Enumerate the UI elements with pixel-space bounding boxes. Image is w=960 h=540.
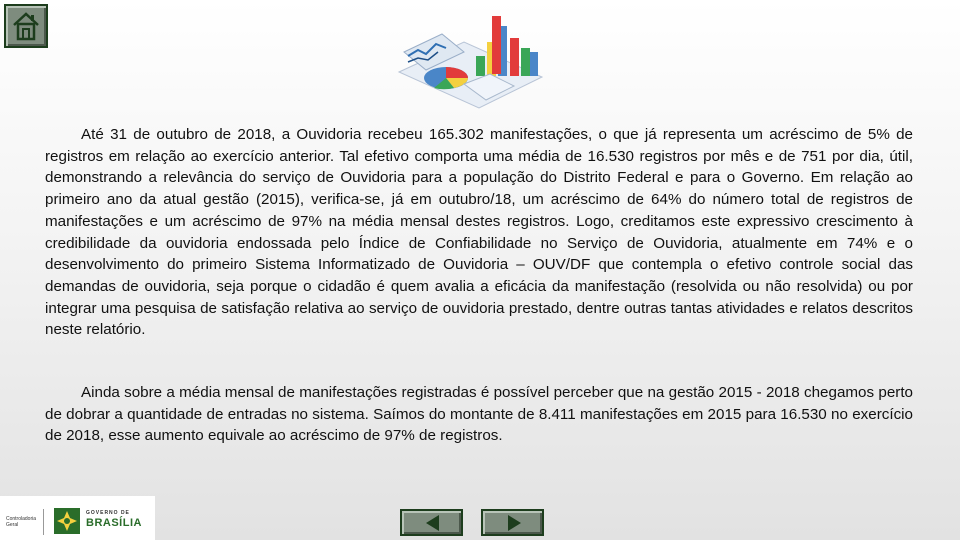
controladoria-sublabel: Geral (6, 522, 19, 528)
previous-slide-button[interactable] (400, 509, 463, 536)
triangle-right-icon (505, 514, 523, 532)
chart-clipart-image (394, 12, 544, 110)
triangle-left-icon (424, 514, 442, 532)
home-icon (11, 10, 41, 42)
home-button[interactable] (4, 4, 48, 48)
brasilia-label: BRASÍLIA (86, 517, 142, 529)
controladoria-label: Controladoria (6, 516, 37, 522)
controladoria-logo (6, 516, 36, 528)
report-paragraph-2: Ainda sobre a média mensal de manifestações registradas é possível perceber que na gestão 2015 - 2018 chegamos perto de dobrar a quantidade de entradas no sistema. Saímos do montante de 8.411 manifestações em 2015 para 16.530 no exercício de 2018, esse aumento equivale ao acréscimo de 97% de registros. (45, 384, 913, 445)
report-paragraph-1: Até 31 de outubro de 2018, a Ouvidoria recebeu 165.302 manifestações, o que já representa um acréscimo de 5% de registros em relação ao exercício anterior. Tal efetivo comporta uma média de 16.530 registros por mês e de 751 por dia, útil, demonstrando a relevância do serviço de Ouvidoria para a população do Distrito Federal e para o Governo. Em relação ao primeiro ano da atual gestão (2015), verifica-se, já em outubro/18, um acréscimo de 64% do número total de registros de manifestações e um acréscimo de 97% na média mensal destes registros. Logo, creditamos este expressivo crescimento à credibilidade da ouvidoria endossada pelo Índice de Confiabilidade no Serviço de Ouvidoria, atualmente em 74% e o desenvolvimento do primeiro Sistema Informatizado de Ouvidoria – OUV/DF que contempla o efetivo controle social das demandas de ouvidoria, seja porque o cidadão é quem avalia a eficácia da manifestação (resolvida ou não resolvida) ou por integrar uma pesquisa de satisfação relativa ao serviço de ouvidoria prestado, dentre outras tantas atividades e relatos descritos neste relatório. (45, 126, 913, 339)
logo-divider (43, 509, 44, 535)
next-slide-button[interactable] (481, 509, 544, 536)
footer-logos (0, 496, 155, 540)
governo-label: GOVERNO DE (86, 510, 130, 516)
gdf-emblem-icon (54, 508, 80, 534)
